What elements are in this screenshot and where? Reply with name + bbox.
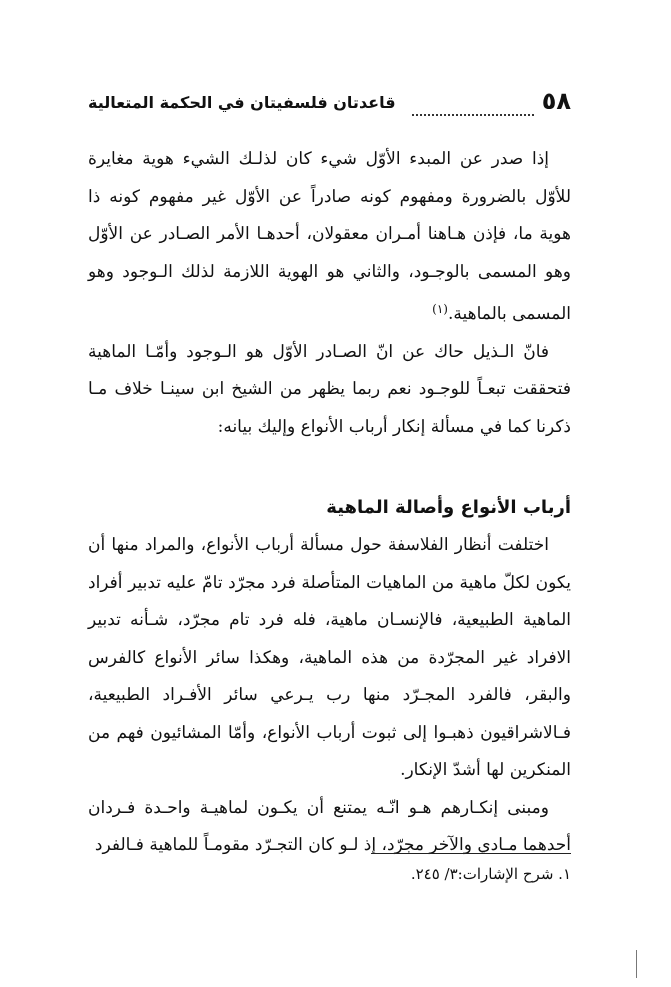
running-title: قاعدتان فلسفيتان في الحكمة المتعالية <box>88 93 396 112</box>
paragraph-text: إذا صدر عن المبدء الأوّل شيء كان لذلـك الشيء هوية مغايرة للأوّل بالضرورة ومفهوم كونه صادراً عن الأوّل غير مفهوم كونه ذا هوية ما، فإذن هـاهنا أمـران معقولان، أحدهـا الأمر الصـادر عن الأوّل وهو المسمى بالوجـود، والثاني هو الهوية اللازمة لذلك الـوجود وهو المسمى بالماهية. <box>88 149 571 324</box>
page-edge-mark <box>636 950 637 978</box>
paragraph: فانّ الـذيل حاك عن انّ الصـادر الأوّل هو الـوجود وأمّـا الماهية فتحققت تبعـاً للوجـود نعم ربما يظهر من الشيخ ابن سينـا خلاف مـا ذكرنا كما في مسألة إنكار أرباب الأنواع وإليك بيانه: <box>88 341 571 437</box>
main-text <box>88 141 571 446</box>
page-header <box>88 86 571 116</box>
paragraph <box>88 141 571 334</box>
section-heading: أرباب الأنواع وأصالة الماهية <box>326 497 571 518</box>
paragraph: ومبنى إنكـارهم هـو انّـه يمتنع أن يكـون لماهيـة واحـدة فـردان أحدهما مـادي والآخر مجرّد، إذ لـو كان التجـرّد مقومـاً للماهية فـالفرد <box>88 797 571 855</box>
footnote-separator <box>371 853 571 854</box>
header-dotted-leader <box>412 96 534 116</box>
section-text <box>88 527 571 865</box>
paragraph: اختلفت أنظار الفلاسفة حول مسألة أرباب الأنواع، والمراد منها أن يكون لكلّ ماهية من الماهيات المتأصلة فرد مجرّد تامّ عليه تدبير أفراد الماهية الطبيعية، فالإنسـان ماهية، فله فرد تام مجرّد، شـأنه تدبير الافراد غير المجرّدة من هذه الماهية، وهكذا سائر الأنواع كالفرس والبقر، فالفرد المجـرّد منها رب يـرعي سائر الأفـراد الطبيعية، فـالاشراقيون ذهبـوا إلى ثبوت أرباب الأنواع، وأمّا المشائيون فهم من المنكرين لها أشدّ الإنكار. <box>88 535 571 780</box>
page-number: ٥٨ <box>541 87 571 115</box>
footnote-reference: (١) <box>432 302 448 316</box>
footnote: ١. شرح الإشارات:٣/ ٢٤٥. <box>410 865 571 883</box>
